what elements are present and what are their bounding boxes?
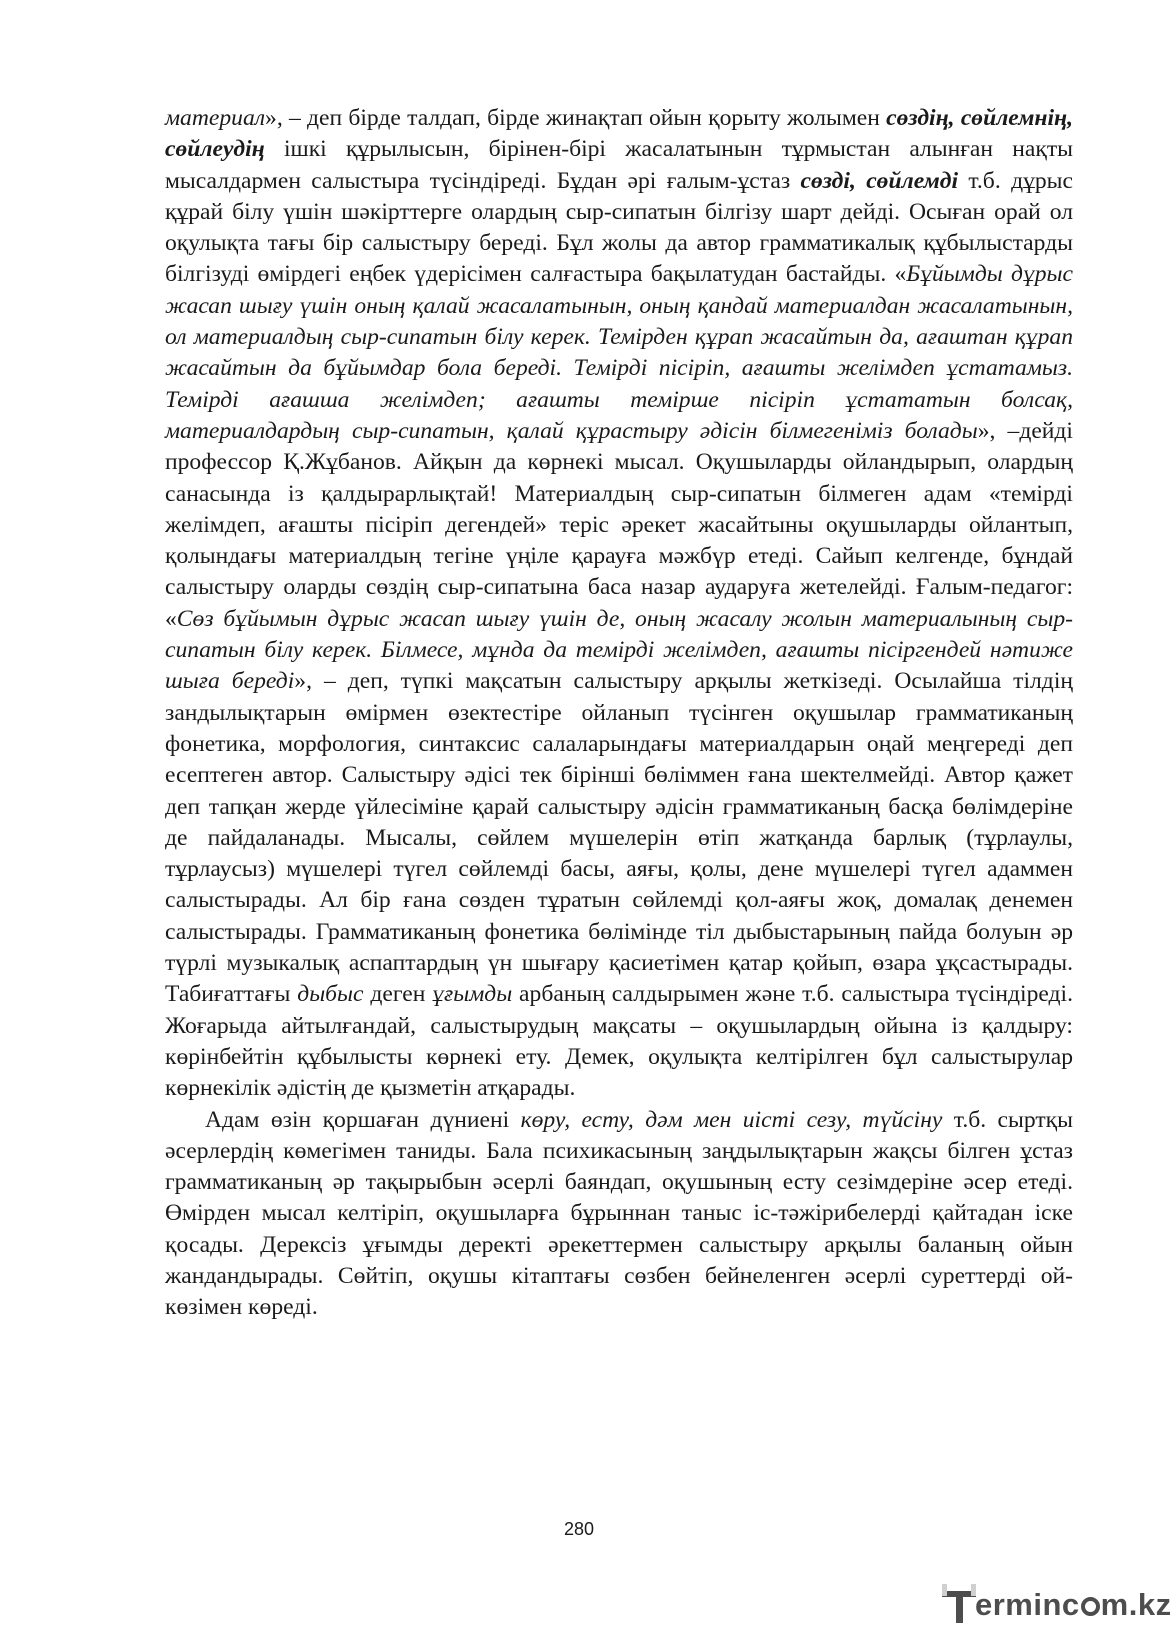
text-span: », – деп, түпкі мақсатын салыстыру арқылы жеткізеді. Осылайша тілдің зандылықтарын өмірмен өзектестіре ойланып түсінген оқушылар грамматиканың фонетика, морфология, синтаксис салаларындағы материалдарын оңай меңгереді деп есептеген автор. Салыстыру әдісі тек бірінші бөліммен ғана шектелмейді. Автор қажет деп тапқан жерде үйлесіміне қарай салыстыру әдісін грамматиканың басқа бөлімдеріне де пайдаланады. Мысалы, сөйлем мүшелерін өтіп жатқанда барлық (тұрлаулы, тұрлаусыз) мүшелері түгел сөйлемді басы, аяғы, қолы, дене мүшелері түгел адаммен салыстырады. Ал бір ғана сөзден тұратын сөйлемді қол-аяғы жоқ, домалақ денемен салыстырады. Грамматиканың фонетика бөлімінде тіл дыбыстарының пайда болуын әр түрлі музыкалық аспаптардың үн шығару қасиетімен қатар қойып, өзара ұқсастырады. Табиғаттағы — [165, 668, 1073, 1008]
quote-span: Сөз бұйымын дұрыс жасап шығу үшін де, оның жасалу жолын материалының сыр-сипатын білу керек. Білмесе, мұнда да темірді желімдеп, ағашты пісіргендей нәтиже шыға береді — [165, 605, 1073, 695]
text-span: т.б. дұрыс құрай білу үшін шәкірттерге олардың сыр-сипатын білгізу шарт дейді. Осыған орай ол оқулықта тағы бір салыстыру береді. Бұл жолы да автор грамматикалық құбылыстарды білгізуді өмірдегі еңбек үдерісімен салғастыра бақылатудан бастайды. « — [165, 167, 1073, 288]
text-span: ішкі құрылысын, бірінен-бірі жасалатынын тұрмыстан алынған нақты мысалдармен салыстыра түсіндіреді. Бұдан әрі ғалым-ұстаз — [165, 136, 1073, 194]
watermark — [941, 1583, 1172, 1627]
page-number: 280 — [563, 1519, 595, 1539]
document-body — [165, 103, 1073, 1324]
quote-span: Бұйымды дұрыс жасап шығу үшін оның қалай жасалатынын, оның қандай материалдан жасалатынын, ол материалдың сыр-сипатын білу керек. Темірден құрап жасайтын да, ағаштан құрап жасайтын да бұйымдар бола береді. Темірді пісіріп, ағашты желімдеп ұстатамыз. Темірді ағашша желімдеп; ағашты темірше пісіріп ұстататын болсақ, материалдардың сыр-сипатын, қалай құрастыру әдісін білмегеніміз болады — [165, 261, 1073, 444]
watermark-text-start: erminc — [975, 1587, 1080, 1622]
text-span: материал — [165, 105, 266, 131]
text-span: көру, есту, дәм мен иісті сезу, түйсіну — [520, 1106, 943, 1133]
watermark-text-end: m.kz — [1100, 1587, 1172, 1622]
text-span: », –дейді профессор Қ.Жұбанов. Айқын да көрнекі мысал. Оқушыларды ойландырып, олардың санасында із қалдырарлықтай! Материалдың сыр-сипатын білмеген адам «темірді желімдеп, ағашты пісіріп дегендей» теріс әрекет жасайтыны оқушыларды ойлантып, қолындағы материалдың тегіне үңіле қарауға мәжбүр етеді. Сайып келгенде, бұндай салыстыру оларды сөздің сыр-сипатына баса назар аударуға жетелейді. Ғалым-педагог: « — [165, 417, 1073, 632]
paragraph-1 — [165, 103, 1073, 1105]
termincom-logo-icon — [941, 1583, 979, 1627]
text-span: Адам өзін қоршаған дүниені — [205, 1106, 521, 1133]
text-span: », – деп бірде талдап, бірде жинақтап ойын қорыту жолымен — [265, 105, 887, 131]
text-span: т.б. сыртқы әсерлердің көмегімен таниды. Бала психикасының заңдылықтарын жақсы білген ұстаз грамматиканың әр тақырыбын әсерлі баяндап, оқушының есту сезімдеріне әсер етеді. Өмірден мысал келтіріп, оқушыларға бұрыннан таныс іс-тәжірибелерді қайтадан іске қосады. Дерексіз ұғымды деректі әрекеттермен салыстыру арқылы баланың ойын жандандырады. Сөйтіп, оқушы кітаптағы сөзбен бейнеленген әсерлі суреттерді ой-көзімен көреді. — [165, 1106, 1073, 1321]
text-span: арбаның салдырымен және т.б. салыстыра түсіндіреді. Жоғарыда айтылғандай, салыстырудың мақсаты – оқушылардың ойына із қалдыру: көрінбейтін құбылысты көрнекі ету. Демек, оқулықта келтірілген бұл салыстырулар көрнекілік әдістің де қызметін атқарады. — [165, 981, 1073, 1102]
paragraph-2 — [165, 1105, 1073, 1324]
text-span: сөзді, сөйлемді — [800, 167, 959, 194]
watermark-o-icon — [1081, 1597, 1100, 1616]
text-span: дыбыс — [297, 981, 364, 1008]
text-span: сөздің, сөйлемнің, сөйлеудің — [165, 105, 1074, 163]
watermark-text — [975, 1587, 1172, 1623]
text-span: деген — [363, 981, 433, 1008]
text-span: ұғымды — [432, 981, 513, 1008]
